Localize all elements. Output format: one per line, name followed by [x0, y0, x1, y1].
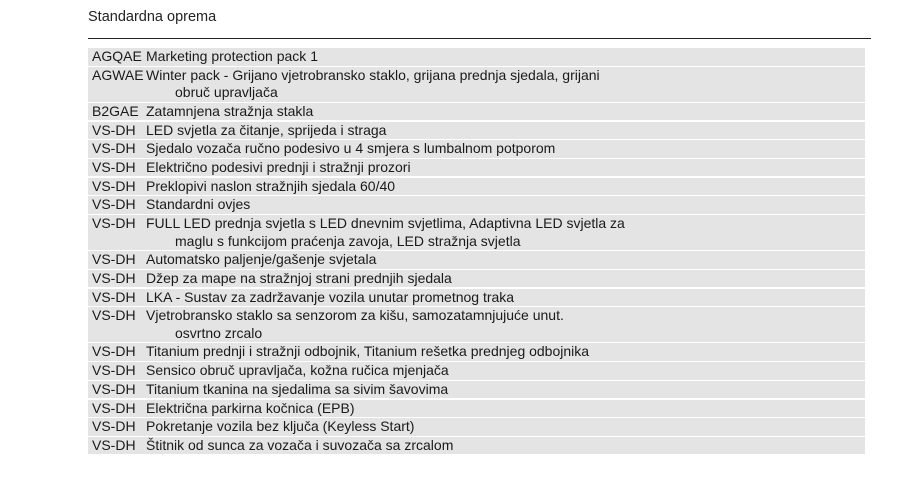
equipment-code: VS-DH — [92, 288, 136, 305]
equipment-code: VS-DH — [92, 196, 136, 213]
equipment-description — [146, 362, 449, 380]
description-line: Marketing protection pack 1 — [146, 48, 318, 64]
equipment-row — [88, 437, 865, 455]
description-line: Električna parkirna kočnica (EPB) — [146, 399, 355, 416]
description-continuation: osvrtno zrcalo — [175, 324, 263, 341]
description-line: LKA - Sustav za zadržavanje vozila unutar prometnog traka — [146, 288, 515, 305]
equipment-row — [88, 251, 865, 269]
equipment-code: VS-DH — [92, 140, 136, 157]
description-line: Džep za mape na stražnjoj strani prednjih sjedala — [146, 269, 452, 286]
description-line: FULL LED prednja svjetla s LED dnevnim svjetlima, Adaptivna LED svjetla za — [146, 215, 625, 231]
description-line: Vjetrobransko staklo sa senzorom za kišu, samozatamnjujuće unut. — [146, 307, 564, 324]
equipment-description — [146, 418, 414, 436]
equipment-description — [146, 307, 564, 342]
equipment-row — [88, 289, 865, 307]
equipment-code: VS-DH — [92, 269, 136, 286]
equipment-row — [88, 215, 865, 250]
equipment-description — [146, 122, 386, 140]
equipment-description — [146, 381, 448, 399]
equipment-description — [146, 289, 514, 307]
equipment-row — [88, 178, 865, 196]
equipment-description — [146, 159, 411, 177]
equipment-row — [88, 400, 865, 418]
equipment-code: VS-DH — [92, 380, 136, 397]
cropped-top-text — [88, 0, 868, 3]
description-line: Standardni ovjes — [146, 196, 251, 213]
equipment-code: VS-DH — [92, 307, 136, 324]
equipment-code: VS-DH — [92, 399, 136, 416]
equipment-row — [88, 196, 865, 214]
equipment-row — [88, 103, 865, 121]
description-continuation: obruč upravljača — [175, 84, 278, 101]
equipment-code: B2GAE — [92, 102, 139, 119]
equipment-description — [146, 437, 453, 455]
description-line: Sjedalo vozača ručno podesivo u 4 smjera s lumbalnom potporom — [146, 140, 556, 157]
equipment-code: VS-DH — [92, 418, 136, 435]
equipment-description — [146, 48, 318, 66]
equipment-row — [88, 270, 865, 288]
section-heading: Standardna oprema — [88, 9, 217, 25]
equipment-code: VS-DH — [92, 343, 136, 360]
section-divider — [88, 38, 871, 39]
equipment-description — [146, 215, 625, 250]
equipment-row — [88, 307, 865, 342]
equipment-description — [146, 270, 452, 288]
equipment-code: AGQAE — [92, 48, 142, 64]
equipment-code: VS-DH — [92, 436, 136, 453]
description-line: Električno podesivi prednji i stražnji prozori — [146, 158, 411, 175]
equipment-list — [88, 48, 865, 456]
description-line: Sensico obruč upravljača, kožna ručica mjenjača — [146, 362, 449, 379]
equipment-row — [88, 48, 865, 66]
equipment-code: AGWAE — [92, 66, 144, 83]
equipment-row — [88, 381, 865, 399]
cropped-footer-text — [300, 469, 640, 479]
equipment-description — [146, 140, 555, 158]
equipment-row — [88, 362, 865, 380]
description-line: LED svjetla za čitanje, sprijeda i straga — [146, 121, 387, 138]
equipment-row — [88, 67, 865, 102]
equipment-row — [88, 140, 865, 158]
description-line: Štitnik od sunca za vozača i suvozača sa zrcalom — [146, 436, 454, 453]
equipment-row — [88, 418, 865, 436]
equipment-row — [88, 122, 865, 140]
equipment-code: VS-DH — [92, 158, 136, 175]
equipment-row — [88, 159, 865, 177]
equipment-description — [146, 103, 313, 121]
equipment-code: VS-DH — [92, 177, 136, 194]
equipment-description — [146, 178, 395, 196]
description-line: Pokretanje vozila bez ključa (Keyless Start) — [146, 418, 415, 435]
equipment-description — [146, 196, 250, 214]
equipment-description — [146, 251, 376, 269]
equipment-row — [88, 343, 865, 361]
equipment-description — [146, 67, 600, 102]
description-line: Titanium prednji i stražnji odbojnik, Titanium rešetka prednjeg odbojnika — [146, 343, 590, 360]
equipment-code: VS-DH — [92, 121, 136, 138]
description-line: Winter pack - Grijano vjetrobransko staklo, grijana prednja sjedala, grijani — [146, 66, 600, 83]
equipment-code: VS-DH — [92, 251, 136, 268]
description-line: Titanium tkanina na sjedalima sa sivim šavovima — [146, 380, 449, 397]
equipment-description — [146, 400, 355, 418]
description-continuation: maglu s funkcijom praćenja zavoja, LED stražnja svjetla — [175, 232, 521, 249]
description-line: Preklopivi naslon stražnjih sjedala 60/40 — [146, 177, 396, 194]
equipment-code: VS-DH — [92, 362, 136, 379]
equipment-code: VS-DH — [92, 215, 136, 231]
description-line: Zatamnjena stražnja stakla — [146, 102, 314, 119]
equipment-description — [146, 343, 589, 361]
description-line: Automatsko paljenje/gašenje svjetala — [146, 251, 377, 268]
